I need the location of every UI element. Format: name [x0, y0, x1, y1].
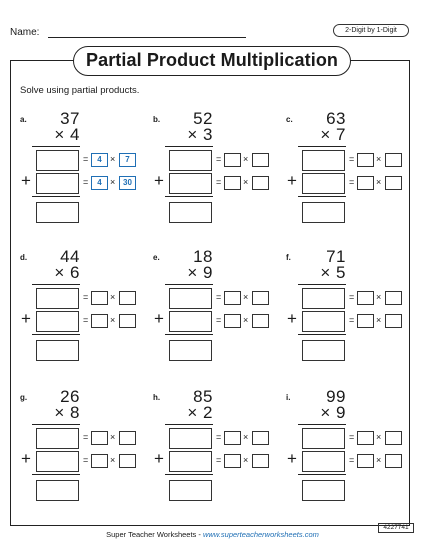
factor-box-2a[interactable]	[91, 314, 108, 328]
times-sign: ×	[376, 177, 382, 187]
factor-box-1a[interactable]	[91, 431, 108, 445]
plus-sign: +	[287, 449, 297, 468]
page-title: Partial Product Multiplication	[73, 46, 351, 76]
problem-rule	[165, 146, 213, 147]
problem-letter: f.	[286, 253, 291, 262]
factor-box-1b[interactable]	[119, 291, 136, 305]
multiplier: × 2	[187, 403, 213, 422]
partial-product-box-1[interactable]	[302, 150, 345, 171]
sum-rule	[298, 474, 346, 475]
factor-box-1b[interactable]	[119, 431, 136, 445]
factor-box-2a[interactable]	[224, 176, 241, 190]
footer-link[interactable]: www.superteacherworksheets.com	[202, 530, 319, 539]
factor-box-1a[interactable]	[357, 431, 374, 445]
times-sign: ×	[376, 432, 382, 442]
equals-sign: =	[349, 432, 355, 442]
problem-7	[20, 387, 148, 518]
factor-box-1b[interactable]	[385, 153, 402, 167]
factor-box-2a[interactable]	[91, 454, 108, 468]
problem-rule	[32, 424, 80, 425]
equals-sign: =	[216, 292, 222, 302]
partial-product-box-2[interactable]	[36, 173, 79, 194]
factor-box-1a[interactable]	[224, 153, 241, 167]
sum-rule	[298, 334, 346, 335]
sum-rule	[165, 474, 213, 475]
equals-sign: =	[83, 315, 89, 325]
problem-rule	[298, 284, 346, 285]
times-sign: ×	[376, 455, 382, 465]
problem-letter: h.	[153, 393, 161, 402]
partial-product-box-1[interactable]	[36, 428, 79, 449]
problem-3	[286, 109, 414, 240]
multiplicand: 37	[60, 109, 80, 128]
times-sign: ×	[110, 315, 116, 325]
problem-letter: a.	[20, 115, 27, 124]
equals-sign: =	[216, 154, 222, 164]
factor-box-2a[interactable]	[224, 454, 241, 468]
factor-box-2b[interactable]	[385, 314, 402, 328]
sum-rule	[32, 196, 80, 197]
problem-4	[20, 247, 148, 378]
times-sign: ×	[110, 432, 116, 442]
multiplicand: 44	[60, 247, 80, 266]
partial-product-box-2[interactable]	[302, 173, 345, 194]
name-line[interactable]	[48, 37, 246, 38]
equals-sign: =	[83, 455, 89, 465]
partial-product-box-2[interactable]	[36, 451, 79, 472]
partial-product-box-2[interactable]	[169, 451, 212, 472]
factor-box-2a[interactable]	[357, 176, 374, 190]
times-sign: ×	[110, 177, 116, 187]
factor-box-1b[interactable]	[385, 291, 402, 305]
equals-sign: =	[83, 177, 89, 187]
problem-rule	[32, 284, 80, 285]
factor-box-2a[interactable]	[357, 454, 374, 468]
partial-product-box-2[interactable]	[36, 311, 79, 332]
factor-box-1b[interactable]	[252, 153, 269, 167]
partial-product-box-2[interactable]	[302, 451, 345, 472]
partial-product-box-1[interactable]	[169, 428, 212, 449]
partial-product-box-1[interactable]	[302, 288, 345, 309]
equals-sign: =	[83, 292, 89, 302]
sum-rule	[165, 334, 213, 335]
equals-sign: =	[349, 455, 355, 465]
problem-rule	[165, 424, 213, 425]
times-sign: ×	[243, 315, 249, 325]
factor-box-2b[interactable]	[252, 314, 269, 328]
factor-box-2b[interactable]	[119, 454, 136, 468]
problem-rule	[298, 424, 346, 425]
multiplier: × 6	[54, 263, 80, 282]
factor-box-1a[interactable]: 4	[91, 153, 108, 167]
problem-letter: i.	[286, 393, 291, 402]
plus-sign: +	[287, 309, 297, 328]
footer	[0, 530, 425, 539]
problem-rule	[298, 146, 346, 147]
answer-box[interactable]	[169, 202, 212, 223]
factor-box-2b[interactable]	[252, 176, 269, 190]
times-sign: ×	[110, 292, 116, 302]
partial-product-box-2[interactable]	[169, 173, 212, 194]
factor-box-1b[interactable]	[385, 431, 402, 445]
multiplier: × 7	[320, 125, 346, 144]
factor-box-1b[interactable]	[252, 291, 269, 305]
equals-sign: =	[83, 154, 89, 164]
multiplicand: 26	[60, 387, 80, 406]
times-sign: ×	[243, 154, 249, 164]
equals-sign: =	[349, 177, 355, 187]
problem-letter: d.	[20, 253, 28, 262]
equals-sign: =	[216, 315, 222, 325]
sum-rule	[32, 474, 80, 475]
multiplicand: 71	[326, 247, 346, 266]
answer-box[interactable]	[169, 340, 212, 361]
factor-box-1b[interactable]: 7	[119, 153, 136, 167]
answer-box[interactable]	[36, 202, 79, 223]
factor-box-2b[interactable]	[385, 454, 402, 468]
equals-sign: =	[349, 315, 355, 325]
times-sign: ×	[243, 177, 249, 187]
factor-box-1a[interactable]	[224, 431, 241, 445]
factor-box-2b[interactable]	[385, 176, 402, 190]
answer-box[interactable]	[36, 480, 79, 501]
problem-letter: g.	[20, 393, 28, 402]
problem-9	[286, 387, 414, 518]
multiplicand: 18	[193, 247, 213, 266]
times-sign: ×	[110, 154, 116, 164]
plus-sign: +	[21, 449, 31, 468]
problem-letter: e.	[153, 253, 160, 262]
name-label: Name:	[10, 27, 40, 38]
equals-sign: =	[83, 432, 89, 442]
times-sign: ×	[376, 154, 382, 164]
factor-box-1a[interactable]	[224, 291, 241, 305]
sum-rule	[298, 196, 346, 197]
equals-sign: =	[216, 432, 222, 442]
factor-box-2a[interactable]	[224, 314, 241, 328]
plus-sign: +	[154, 449, 164, 468]
partial-product-box-1[interactable]	[302, 428, 345, 449]
times-sign: ×	[243, 432, 249, 442]
problem-5	[153, 247, 281, 378]
factor-box-2a[interactable]: 4	[91, 176, 108, 190]
multiplier: × 5	[320, 263, 346, 282]
level-tag: 2-Digit by 1-Digit	[333, 24, 409, 37]
partial-product-box-1[interactable]	[36, 150, 79, 171]
problem-letter: b.	[153, 115, 161, 124]
plus-sign: +	[154, 309, 164, 328]
problem-6	[286, 247, 414, 378]
equals-sign: =	[216, 455, 222, 465]
factor-box-2b[interactable]: 30	[119, 176, 136, 190]
plus-sign: +	[21, 171, 31, 190]
times-sign: ×	[243, 292, 249, 302]
equals-sign: =	[216, 177, 222, 187]
factor-box-1b[interactable]	[252, 431, 269, 445]
factor-box-1a[interactable]	[91, 291, 108, 305]
problem-8	[153, 387, 281, 518]
answer-box[interactable]	[36, 340, 79, 361]
factor-box-1a[interactable]	[357, 291, 374, 305]
factor-box-1a[interactable]	[357, 153, 374, 167]
worksheet-code: 4227741	[378, 523, 414, 533]
multiplicand: 85	[193, 387, 213, 406]
problem-letter: c.	[286, 115, 293, 124]
factor-box-2b[interactable]	[252, 454, 269, 468]
sum-rule	[32, 334, 80, 335]
times-sign: ×	[243, 455, 249, 465]
equals-sign: =	[349, 292, 355, 302]
multiplicand: 99	[326, 387, 346, 406]
plus-sign: +	[21, 309, 31, 328]
instructions: Solve using partial products.	[20, 85, 140, 96]
multiplicand: 63	[326, 109, 346, 128]
factor-box-2b[interactable]	[119, 314, 136, 328]
multiplier: × 9	[187, 263, 213, 282]
problem-rule	[165, 284, 213, 285]
partial-product-box-1[interactable]	[36, 288, 79, 309]
partial-product-box-2[interactable]	[169, 311, 212, 332]
problem-2	[153, 109, 281, 240]
answer-box[interactable]	[169, 480, 212, 501]
multiplier: × 8	[54, 403, 80, 422]
times-sign: ×	[110, 455, 116, 465]
answer-box[interactable]	[302, 340, 345, 361]
times-sign: ×	[376, 315, 382, 325]
problem-rule	[32, 146, 80, 147]
partial-product-box-2[interactable]	[302, 311, 345, 332]
partial-product-box-1[interactable]	[169, 288, 212, 309]
partial-product-box-1[interactable]	[169, 150, 212, 171]
equals-sign: =	[349, 154, 355, 164]
multiplier: × 3	[187, 125, 213, 144]
footer-brand: Super Teacher Worksheets -	[106, 530, 203, 539]
multiplicand: 52	[193, 109, 213, 128]
plus-sign: +	[154, 171, 164, 190]
times-sign: ×	[376, 292, 382, 302]
answer-box[interactable]	[302, 202, 345, 223]
plus-sign: +	[287, 171, 297, 190]
sum-rule	[165, 196, 213, 197]
factor-box-2a[interactable]	[357, 314, 374, 328]
multiplier: × 9	[320, 403, 346, 422]
problem-1	[20, 109, 148, 240]
answer-box[interactable]	[302, 480, 345, 501]
multiplier: × 4	[54, 125, 80, 144]
